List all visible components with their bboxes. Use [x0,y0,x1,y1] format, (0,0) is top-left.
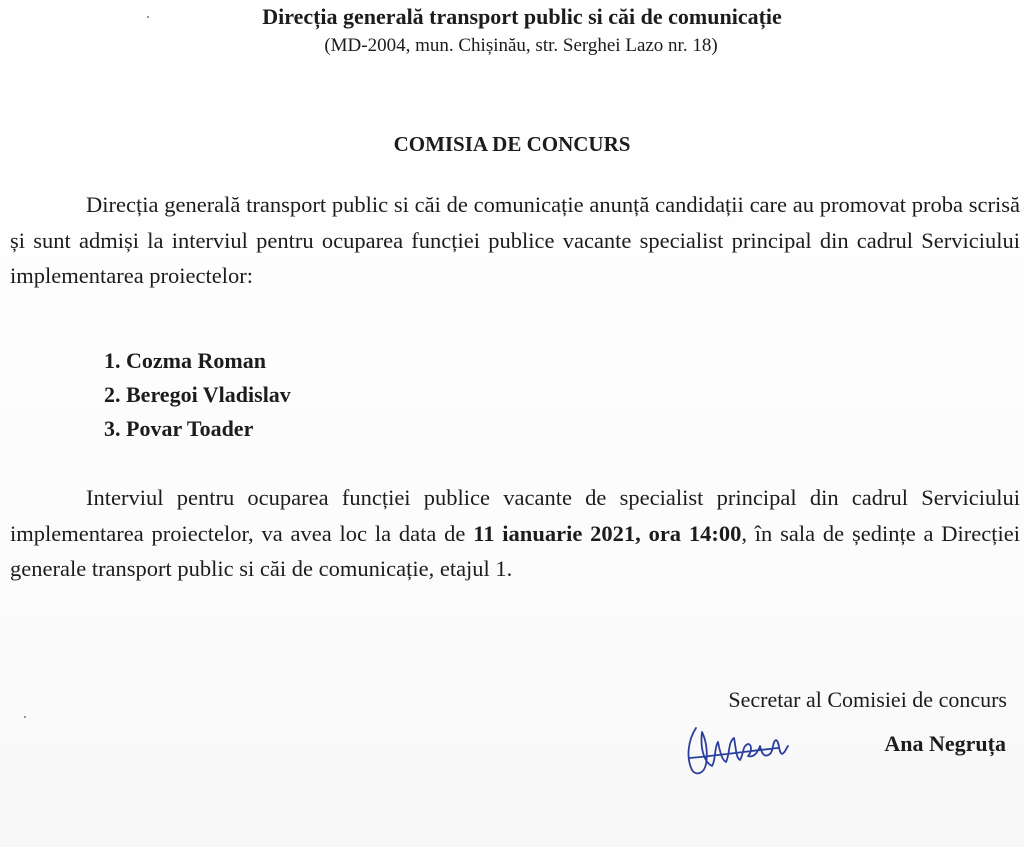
institution-title: Direcția generală transport public si căi de comunicație [262,4,782,29]
candidate-item: 2. Beregoi Vladislav [104,382,291,407]
candidate-list [104,344,291,446]
interview-date: 11 ianuarie 2021, [473,520,641,546]
interview-text-after: , în sala de ședințe a Direcției generale transport public si căi de comunicație, etajul 1. [10,520,1020,581]
scan-speck [24,716,26,718]
signature-name: Ana Negruța [884,731,1006,756]
handwritten-signature [682,718,792,784]
interview-text-before: Interviul pentru ocuparea funcției publice vacante de specialist principal din cadrul Serviciului implementarea proiectelor, va avea loc la data de [10,485,1020,546]
candidate-item: 3. Povar Toader [104,416,254,441]
section-title: COMISIA DE CONCURS [393,132,631,156]
candidate-item: 1. Cozma Roman [104,348,266,373]
interview-paragraph [10,480,1020,587]
institution-address: (MD-2004, mun. Chișinău, str. Serghei Lazo nr. 18) [324,35,718,56]
signature-role: Secretar al Comisiei de concurs [728,687,1007,712]
announcement-paragraph: Direcția generală transport public si căi de comunicație anunță candidații care au promovat proba scrisă și sunt admiși la interviul pentru ocuparea funcției publice vacante specialist principal din cadrul Serviciului implementarea proiectelor: [10,192,1020,288]
interview-time: ora 14:00 [648,520,742,546]
